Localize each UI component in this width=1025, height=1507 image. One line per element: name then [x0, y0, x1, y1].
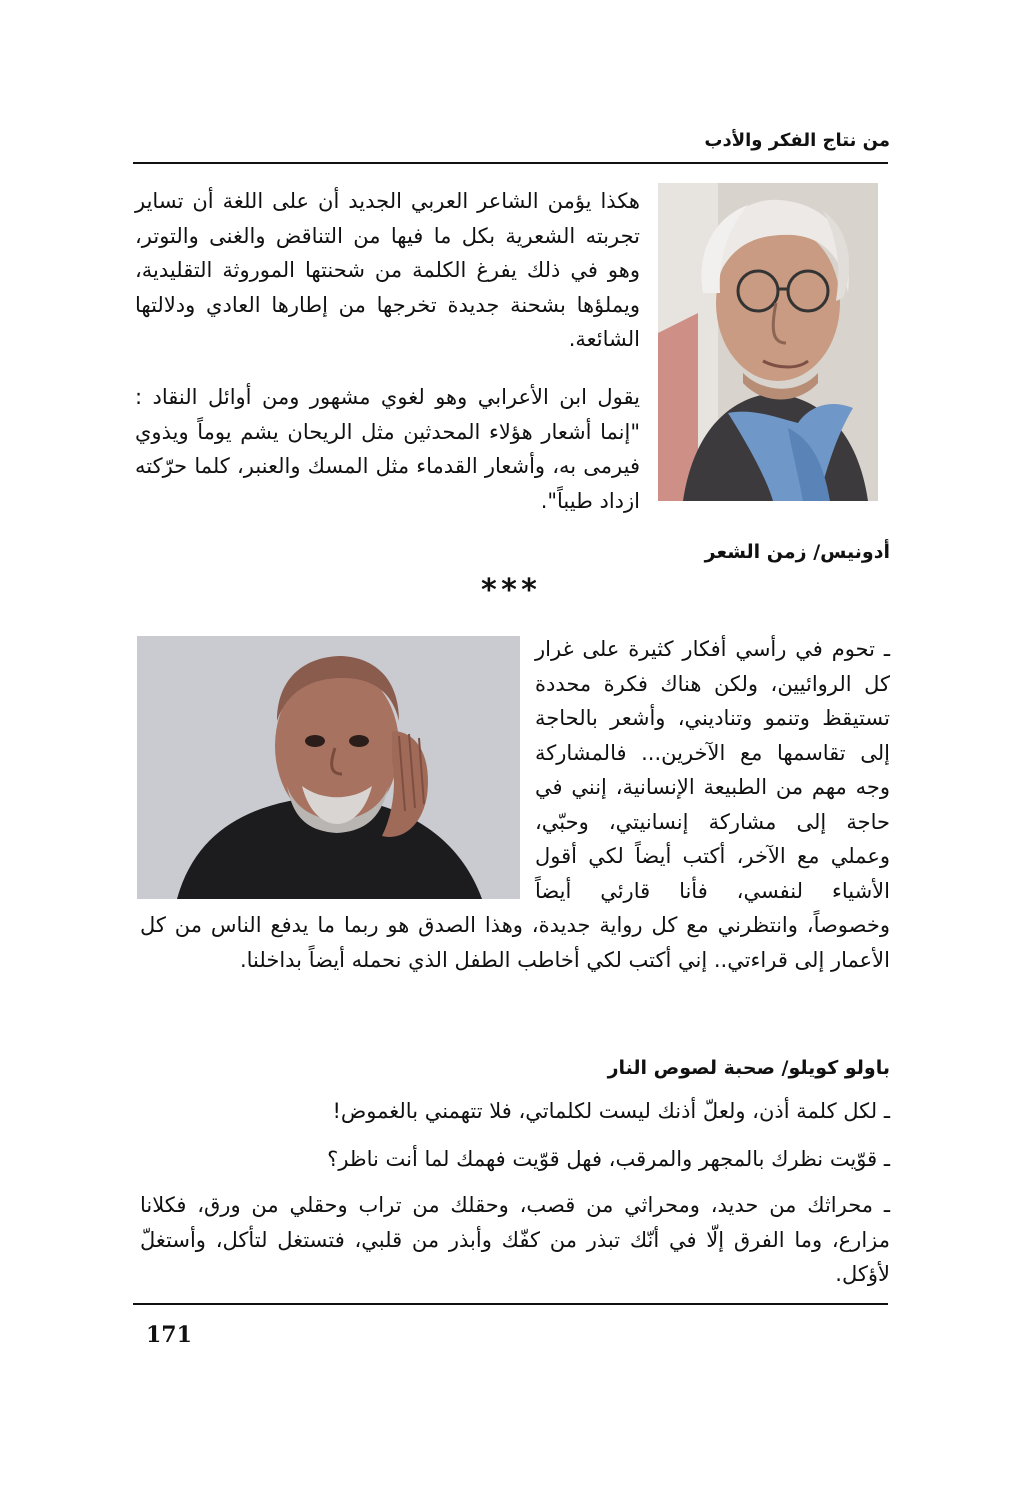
- paragraph-coelho: ـ تحوم في رأسي أفكار كثيرة على غرار كل الروائيين، ولكن هناك فكرة محددة تستيقظ وتنمو وتناديني، وأشعر بالحاجة إلى تقاسمها مع الآخرين... فالمشاركة وجه مهم من الطبيعة الإنسانية، إنني في حاجة إلى مشاركة إنسانيتي، وحبّي، وعملي مع الآخر، أكتب أيضاً لكي أقول الأشياء لنفسي، فأنا قارئي أيضاً وخصوصاً، وانتظرني مع كل رواية جديدة، وهذا الصدق هو ربما ما يدفع الناس من كل الأعمار إلى قراءتي.. إني أكتب لكي أخاطب الطفل الذي نحمله أيضاً بداخلنا.: [140, 632, 890, 977]
- section-separator: ***: [479, 573, 541, 608]
- paragraph-adonis-2: يقول ابن الأعرابي وهو لغوي مشهور ومن أوائل النقاد : "إنما أشعار هؤلاء المحدثين مثل الريحان يشم يوماً ويذوي فيرمى به، وأشعار القدماء مثل المسك والعنبر، كلما حرّكته ازداد طيباً".: [135, 385, 640, 513]
- attribution-adonis: أدونيس/ زمن الشعر: [704, 541, 890, 563]
- aphorism-line-2: ـ قوّيت نظرك بالمجهر والمرقب، فهل قوّيت فهمك لما أنت ناظر؟: [327, 1147, 890, 1171]
- page-number: 171: [146, 1322, 192, 1348]
- running-header: من نتاج الفكر والأدب: [704, 130, 890, 151]
- aphorism-line-3: ـ محراثك من حديد، ومحراثي من قصب، وحقلك من تراب وحقلي من ورق، فكلانا مزارع، وما الفرق إلّا في أنّك تبذر من كفّك وأبذر من قلبي، فتستغل لتأكل، وأستغلّ لأؤكل.: [140, 1193, 890, 1286]
- portrait-photo-adonis: [658, 183, 878, 501]
- paragraph-adonis-1: هكذا يؤمن الشاعر العربي الجديد أن على اللغة أن تساير تجربته الشعرية بكل ما فيها من التناقض والغنى والتوتر، وهو في ذلك يفرغ الكلمة من شحنتها الموروثة التقليدية، ويملؤها بشحنة جديدة تخرجها من إطارها العادي ودلالتها الشائعة.: [135, 189, 640, 351]
- header-rule: [133, 162, 888, 164]
- photo-wrap-spacer: [140, 632, 535, 907]
- aphorism-line-1: ـ لكل كلمة أذن، ولعلّ أذنك ليست لكلماتي، فلا تتهمني بالغموض!: [332, 1099, 890, 1123]
- attribution-coelho: باولو كويلو/ صحبة لصوص النار: [607, 1057, 890, 1079]
- footer-rule: [133, 1303, 888, 1305]
